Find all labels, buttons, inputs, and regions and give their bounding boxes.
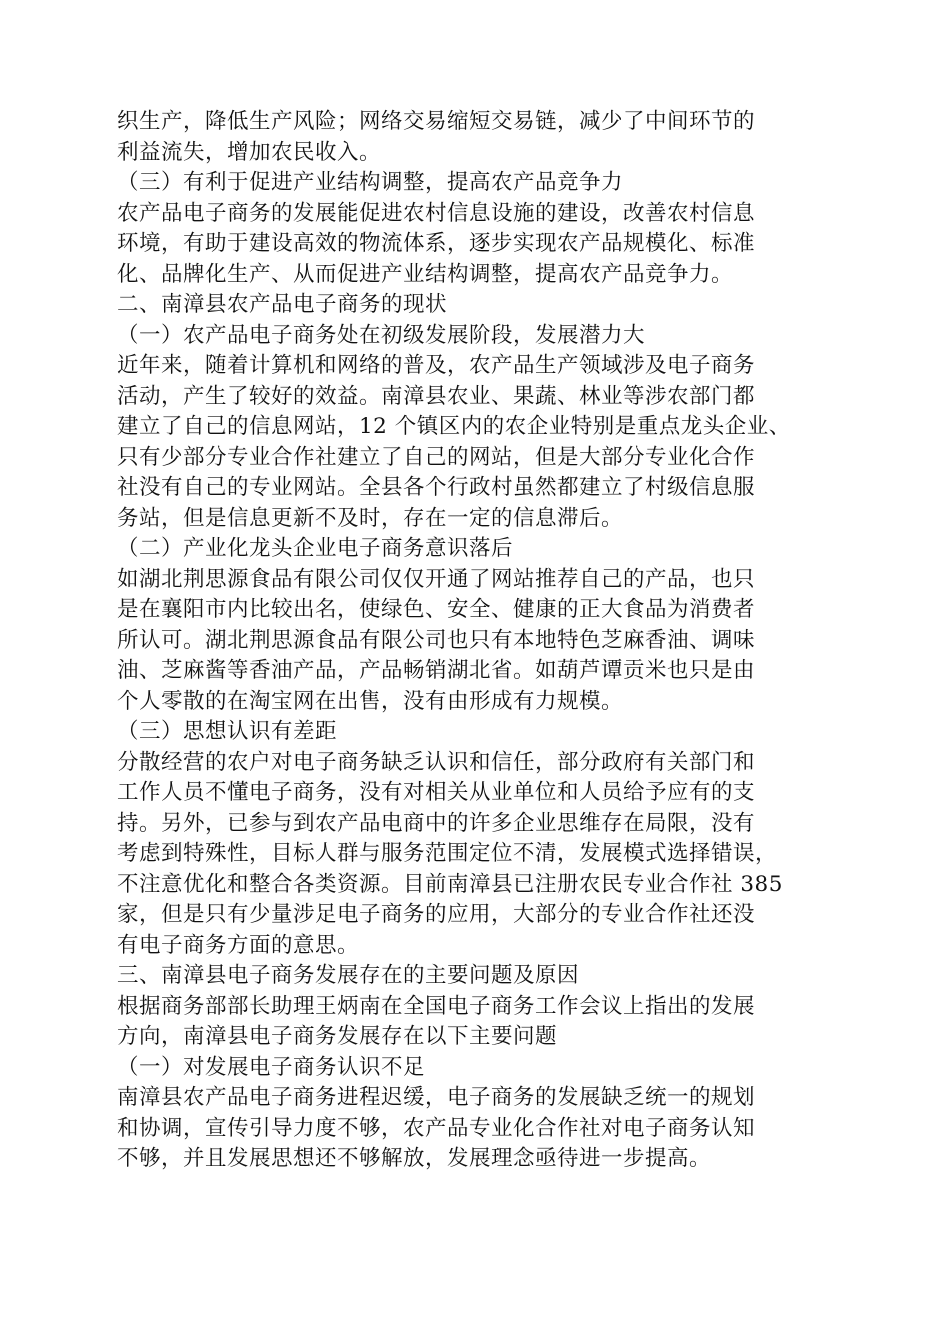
text-line: 和协调，宣传引导力度不够，农产品专业化合作社对电子商务认知 [117, 1115, 756, 1141]
text-line: 活动，产生了较好的效益。南漳县农业、果蔬、林业等涉农部门都 [117, 383, 756, 409]
section-heading: 三、南漳县电子商务发展存在的主要问题及原因 [117, 963, 580, 988]
text-line: 考虑到特殊性，目标人群与服务范围定位不清，发展模式选择错误， [117, 841, 778, 866]
text-line: 只有少部分专业合作社建立了自己的网站，但是大部分专业化合作 [117, 444, 756, 470]
text-line: 织生产，降低生产风险；网络交易缩短交易链，减少了中间环节的 [117, 109, 756, 134]
text-line: 不注意优化和整合各类资源。目前南漳县已注册农民专业合作社 385 [117, 871, 783, 897]
text-line: 油、芝麻酱等香油产品，产品畅销湖北省。如葫芦谭贡米也只是由 [117, 658, 756, 683]
text-line: 南漳县农产品电子商务进程迟缓，电子商务的发展缺乏统一的规划 [117, 1085, 756, 1110]
text-line: 利益流失，增加农民收入。 [117, 139, 382, 165]
section-heading: 二、南漳县农产品电子商务的现状 [117, 292, 448, 317]
subsection-heading: （三）有利于促进产业结构调整，提高农产品竞争力 [117, 170, 624, 195]
text-line: 务站，但是信息更新不及时，存在一定的信息滞后。 [117, 505, 624, 531]
text-line: 方向，南漳县电子商务发展存在以下主要问题 [117, 1024, 558, 1049]
subsection-heading: （二）产业化龙头企业电子商务意识落后 [117, 536, 514, 561]
subsection-heading: （一）农产品电子商务处在初级发展阶段，发展潜力大 [117, 322, 646, 348]
text-line: 工作人员不懂电子商务，没有对相关从业单位和人员给予应有的支 [117, 780, 756, 805]
text-line: 有电子商务方面的意思。 [117, 932, 360, 958]
text-line: 近年来，随着计算机和网络的普及，农产品生产领域涉及电子商务 [117, 353, 756, 378]
text-line: 持。另外，已参与到农产品电商中的许多企业思维存在局限，没有 [117, 810, 756, 836]
text-line: 个人零散的在淘宝网在出售，没有由形成有力规模。 [117, 688, 624, 714]
text-line: 家，但是只有少量涉足电子商务的应用，大部分的专业合作社还没 [117, 902, 756, 927]
text-line: 社没有自己的专业网站。全县各个行政村虽然都建立了村级信息服 [117, 475, 756, 500]
text-line: 建立了自己的信息网站，12 个镇区内的农企业特别是重点龙头企业、 [117, 414, 791, 439]
text-line: 不够，并且发展思想还不够解放，发展理念亟待进一步提高。 [117, 1146, 712, 1171]
text-line: 环境，有助于建设高效的物流体系，逐步实现农产品规模化、标准 [117, 231, 756, 256]
text-line: 所认可。湖北荆思源食品有限公司也只有本地特色芝麻香油、调味 [117, 627, 756, 653]
body-text [117, 107, 857, 1175]
text-line: 根据商务部部长助理王炳南在全国电子商务工作会议上指出的发展 [117, 993, 756, 1019]
subsection-heading: （一）对发展电子商务认识不足 [117, 1054, 426, 1080]
subsection-heading: （三）思想认识有差距 [117, 719, 338, 744]
text-line: 是在襄阳市内比较出名，使绿色、安全、健康的正大食品为消费者 [117, 597, 756, 622]
text-line: 化、品牌化生产、从而促进产业结构调整，提高农产品竞争力。 [117, 261, 734, 287]
text-line: 农产品电子商务的发展能促进农村信息设施的建设，改善农村信息 [117, 200, 756, 226]
text-line: 如湖北荆思源食品有限公司仅仅开通了网站推荐自己的产品，也只 [117, 566, 756, 592]
text-line: 分散经营的农户对电子商务缺乏认识和信任，部分政府有关部门和 [117, 749, 756, 775]
